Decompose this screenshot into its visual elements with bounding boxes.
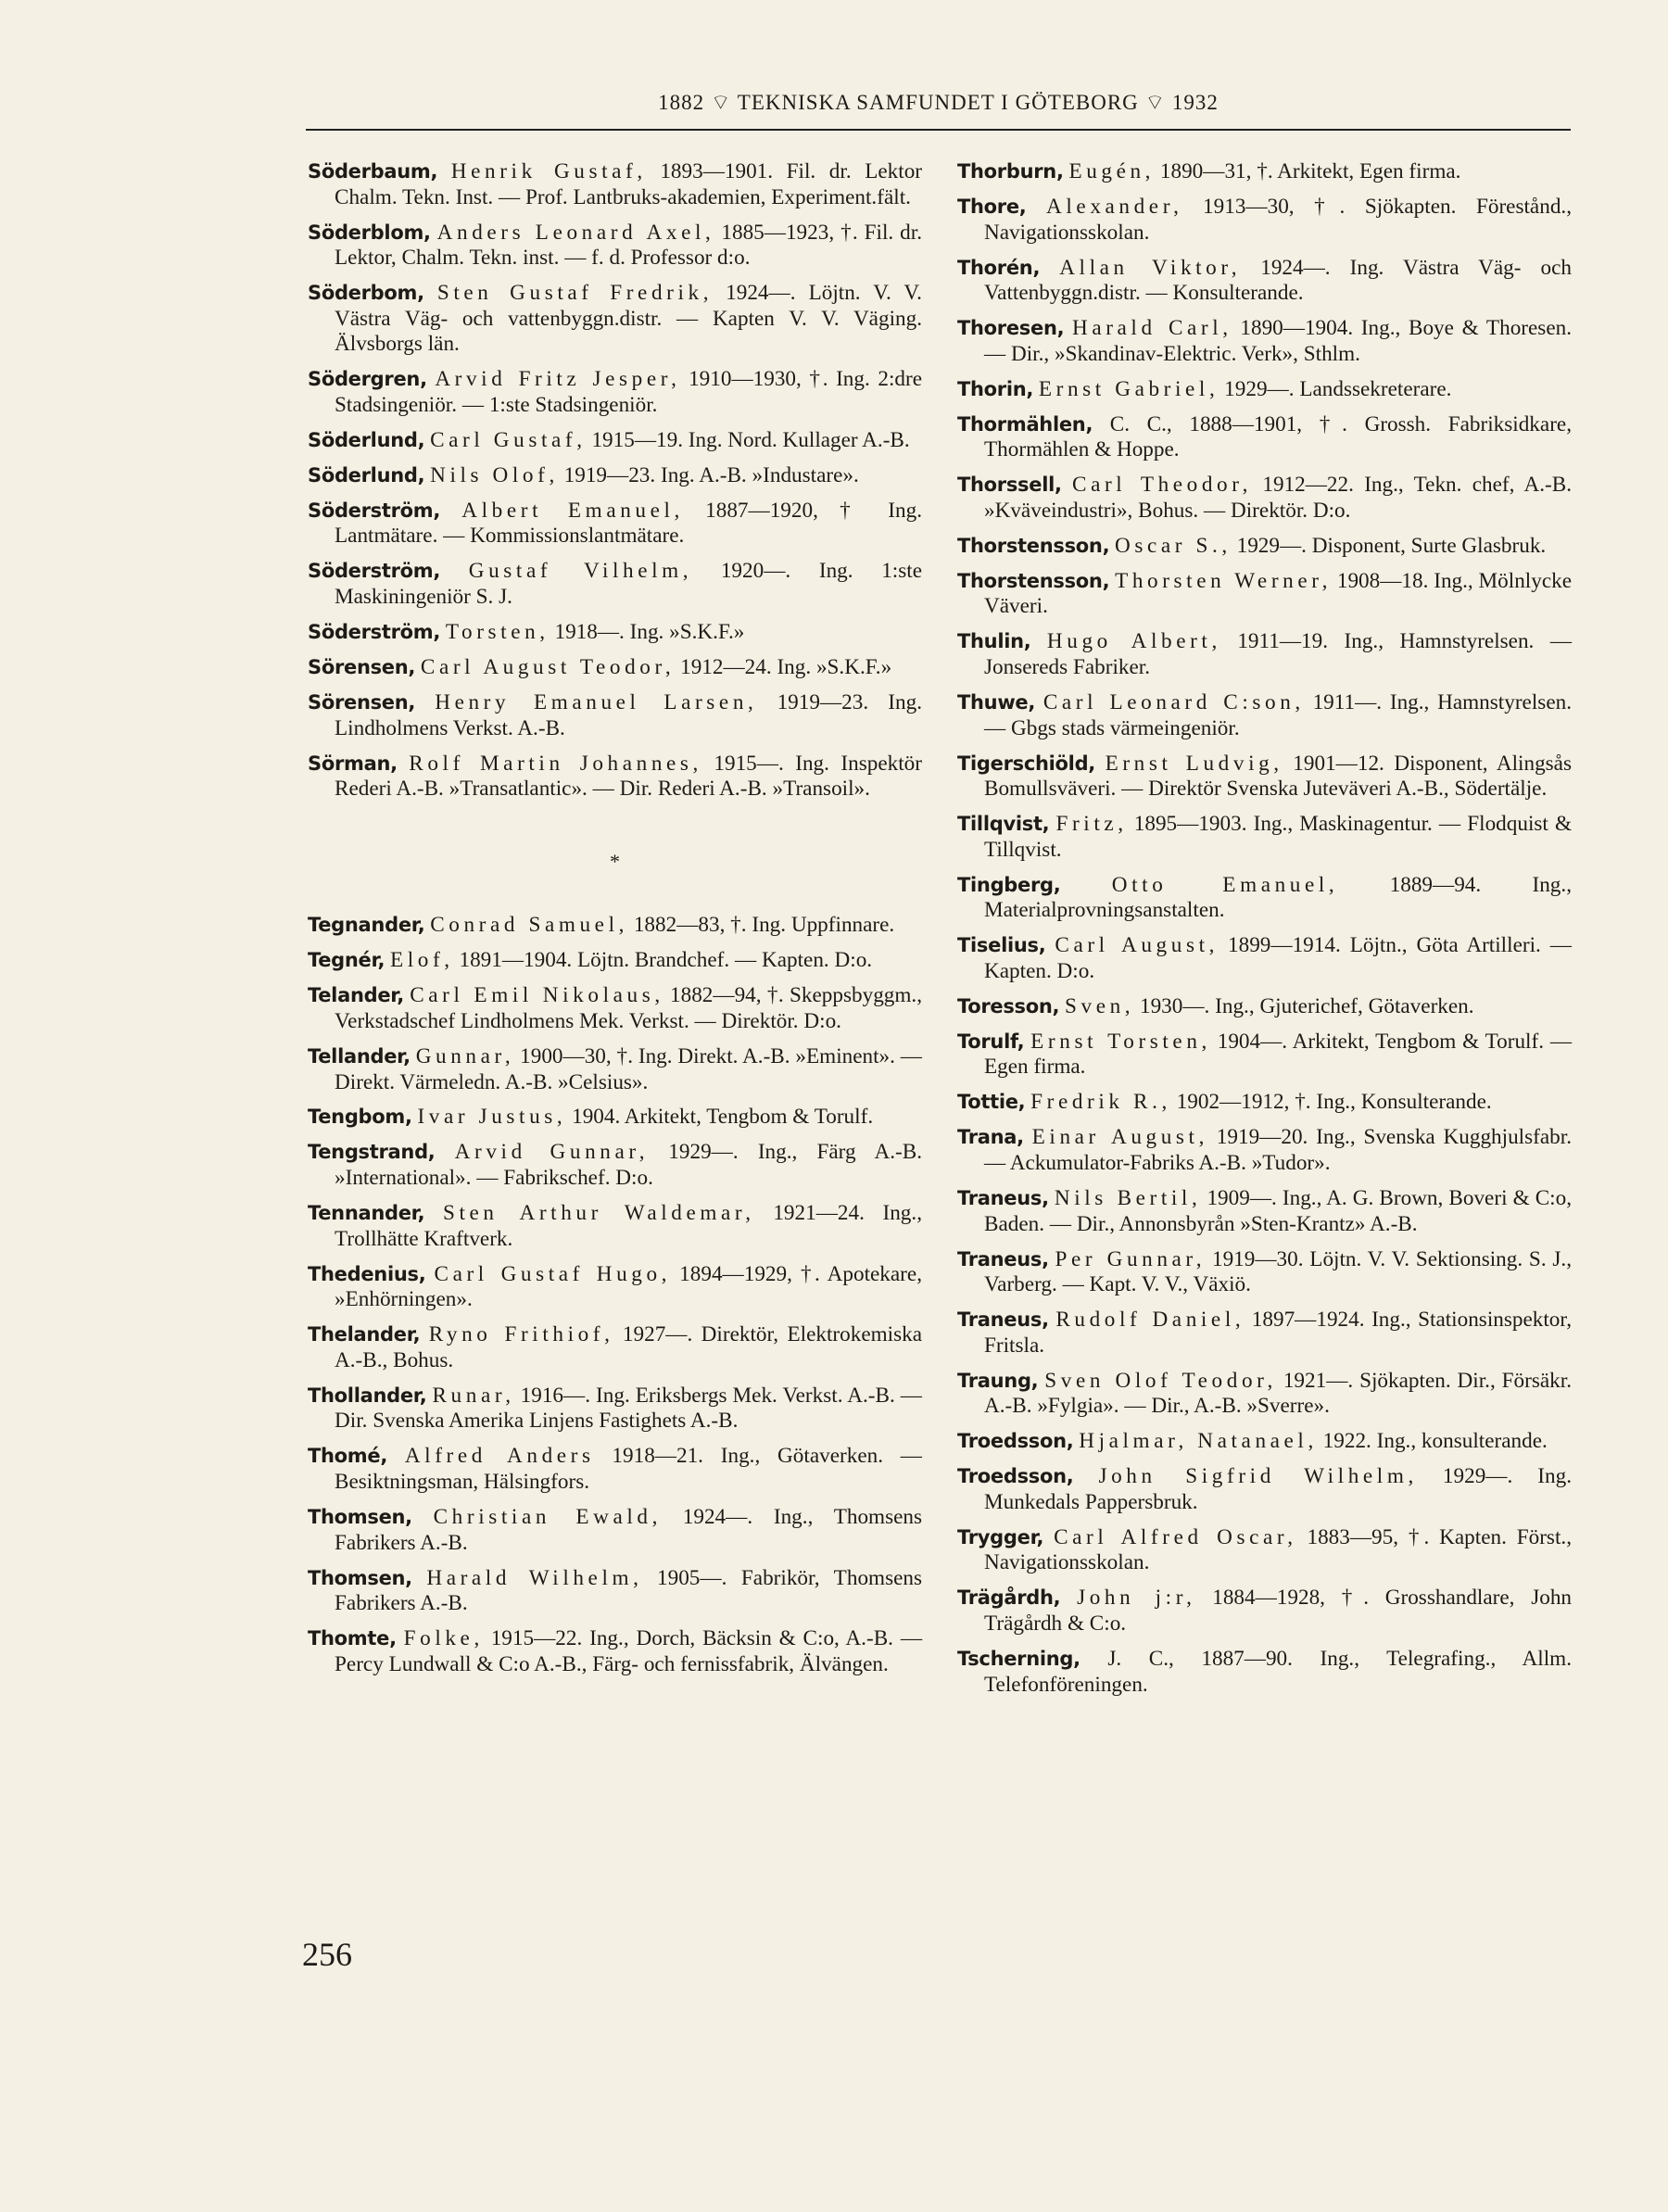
entry-given-names: Alexander, xyxy=(1046,194,1183,219)
entry-surname: Thormählen, xyxy=(957,412,1093,436)
entry-details: 1920—. Ing. 1:ste Maskiningeniör S. J. xyxy=(335,559,923,610)
entry-details: 1901—12. Disponent, Alingsås Bomullsväveri. — Direktör Svenska Juteväveri A.-B., Södertälje. xyxy=(984,751,1572,802)
entry-details: C. C., 1888—1901, †. Grossh. Fabriksidkare, Thormählen & Hoppe. xyxy=(984,411,1573,462)
entry-details: 1915—. Ing. Inspektör Rederi A.-B. »Transatlantic». — Dir. Rederi A.-B. »Transoil». xyxy=(335,751,922,802)
directory-entry xyxy=(308,1626,922,1677)
entry-given-names: Henry Emanuel Larsen, xyxy=(435,690,758,714)
directory-entry xyxy=(308,1505,922,1556)
entry-details: 1883—95, †. Kapten. Först., Navigationsskolan. xyxy=(984,1524,1572,1575)
entry-given-names: Per Gunnar, xyxy=(1055,1246,1207,1271)
directory-entry xyxy=(308,1566,922,1617)
directory-entry xyxy=(308,559,922,610)
directory-entry xyxy=(957,412,1572,463)
right-column xyxy=(957,159,1572,1708)
entry-details: 1889—94. Ing., Materialprovningsanstalten. xyxy=(984,872,1572,923)
entry-details: 1905—. Fabrikör, Thomsens Fabrikers A.-B. xyxy=(335,1565,923,1616)
right-entries-t xyxy=(957,159,1572,1698)
directory-entry xyxy=(308,281,922,358)
entry-surname: Trana, xyxy=(957,1126,1024,1149)
entry-details: J. C., 1887—90. Ing., Telegrafing., Allm. Telefonföreningen. xyxy=(984,1647,1572,1697)
header-rule xyxy=(306,129,1571,131)
directory-entry xyxy=(308,913,922,939)
directory-entry xyxy=(957,629,1572,680)
directory-entry xyxy=(308,221,922,272)
directory-entry xyxy=(957,1247,1572,1298)
entry-given-names: Ernst Gabriel, xyxy=(1038,376,1219,401)
directory-entry xyxy=(957,1186,1572,1237)
entry-details: 1924—. Löjtn. V. V. Västra Väg- och vattenbyggn.distr. — Kapten V. V. Väging. Älvsborgs län. xyxy=(335,281,922,357)
directory-entry xyxy=(957,1464,1572,1515)
entry-surname: Thollander, xyxy=(308,1384,427,1407)
directory-entry xyxy=(308,463,922,489)
entry-given-names: John j:r, xyxy=(1077,1586,1196,1611)
entry-details: 1921—. Sjökapten. Dir., Försäkr. A.-B. »Fylgia». — Dir., A.-B. »Sverre». xyxy=(984,1368,1573,1419)
entry-details: 1890—31, †. Arkitekt, Egen firma. xyxy=(1155,159,1461,183)
entry-details: 1922. Ing., konsulterande. xyxy=(1317,1429,1548,1454)
directory-entry xyxy=(957,1308,1572,1359)
entry-details: 1918—21. Ing., Götaverken. — Besiktningsman, Hälsingfors. xyxy=(335,1444,922,1494)
entry-details: 1929—. Landssekreterare. xyxy=(1219,376,1452,401)
entry-surname: Thomte, xyxy=(308,1627,397,1650)
entry-surname: Thomsen, xyxy=(308,1505,412,1528)
entry-details: 1930—. Ing., Gjuterichef, Götaverken. xyxy=(1134,993,1474,1018)
entry-details: 1882—83, †. Ing. Uppfinnare. xyxy=(628,913,895,938)
directory-entry xyxy=(957,377,1572,403)
entry-surname: Thorssell, xyxy=(957,474,1062,497)
directory-entry xyxy=(308,1044,922,1095)
entry-surname: Troedsson, xyxy=(957,1430,1074,1453)
entry-given-names: Einar August, xyxy=(1031,1125,1208,1150)
directory-entry xyxy=(957,933,1572,984)
directory-entry xyxy=(957,569,1572,620)
entry-given-names: Conrad Samuel, xyxy=(430,913,629,938)
entry-given-names: Hugo Albert, xyxy=(1046,629,1221,654)
entry-given-names: Henrik Gustaf, xyxy=(450,159,647,183)
entry-surname: Trägårdh, xyxy=(957,1586,1061,1610)
directory-entry xyxy=(957,1429,1572,1455)
entry-given-names: Folke, xyxy=(403,1626,484,1651)
entry-given-names: Gunnar, xyxy=(415,1043,515,1068)
entry-details: 1900—30, †. Ing. Direkt. A.-B. »Eminent». — Direkt. Värmeledn. A.-B. »Celsius». xyxy=(335,1043,922,1094)
entry-details: 1929—. Disponent, Surte Glasbruk. xyxy=(1231,533,1547,558)
directory-entry xyxy=(957,752,1572,803)
entry-surname: Thoresen, xyxy=(957,317,1065,340)
entry-surname: Söderström, xyxy=(308,621,441,644)
entry-surname: Traneus, xyxy=(957,1308,1049,1332)
directory-entry xyxy=(957,256,1572,307)
entry-surname: Söderbom, xyxy=(308,282,424,305)
entry-surname: Traung, xyxy=(957,1369,1039,1392)
entry-surname: Tengstrand, xyxy=(308,1141,436,1164)
entry-given-names: Ernst Torsten, xyxy=(1030,1029,1211,1054)
entry-details: 1924—. Ing. Västra Väg- och Vattenbyggn.distr. — Konsulterande. xyxy=(984,255,1573,306)
entry-details: 1921—24. Ing., Trollhätte Kraftverk. xyxy=(335,1201,922,1251)
left-column xyxy=(308,159,922,1687)
entry-surname: Thomsen, xyxy=(308,1566,412,1589)
entry-details: 1924—. Ing., Thomsens Fabrikers A.-B. xyxy=(335,1504,923,1555)
entry-surname: Thedenius, xyxy=(308,1262,426,1285)
entry-surname: Troedsson, xyxy=(957,1465,1074,1488)
entry-surname: Söderström, xyxy=(308,499,441,522)
entry-surname: Söderlund, xyxy=(308,428,425,451)
entry-given-names: Oscar S., xyxy=(1115,533,1232,558)
entry-given-names: Ryno Frithiof, xyxy=(428,1322,614,1347)
entry-details: 1891—1904. Löjtn. Brandchef. — Kapten. D:o. xyxy=(453,948,873,973)
entry-given-names: John Sigfrid Wilhelm, xyxy=(1098,1464,1418,1489)
entry-details: 1918—. Ing. »S.K.F.» xyxy=(549,620,745,645)
entry-details: 1915—22. Ing., Dorch, Bäcksin & C:o, A.-B. — Percy Lundwall & C:o A.-B., Färg- och fernissfabrik, Älvängen. xyxy=(335,1626,923,1676)
directory-entry xyxy=(308,428,922,454)
entry-given-names: Runar, xyxy=(432,1383,515,1408)
entry-details: 1919—23. Ing. Lindholmens Verkst. A.-B. xyxy=(335,690,922,740)
entry-given-names: Gustaf Vilhelm, xyxy=(468,559,693,584)
entry-surname: Thorburn, xyxy=(957,160,1064,183)
entry-given-names: Sven Olof Teodor, xyxy=(1044,1368,1277,1393)
entry-surname: Thulin, xyxy=(957,630,1031,653)
directory-entry xyxy=(308,1384,922,1435)
entry-surname: Thomé, xyxy=(308,1445,388,1468)
entry-given-names: Sten Gustaf Fredrik, xyxy=(436,281,714,306)
entry-details: 1913—30, †. Sjökapten. Förestånd., Navigationsskolan. xyxy=(984,194,1573,245)
entry-surname: Södergren, xyxy=(308,368,427,391)
directory-entry xyxy=(308,1201,922,1252)
entry-details: 1882—94, †. Skeppsbyggm., Verkstadschef Lindholmens Mek. Verkst. — Direktör. D:o. xyxy=(335,983,923,1033)
entry-surname: Traneus, xyxy=(957,1247,1049,1270)
entry-details: 1885—1923, †. Fil. dr. Lektor, Chalm. Tekn. inst. — f. d. Professor d:o. xyxy=(335,220,922,271)
entry-surname: Tengbom, xyxy=(308,1106,412,1129)
entry-given-names: Ernst Ludvig, xyxy=(1105,751,1283,776)
entry-details: 1919—30. Löjtn. V. V. Sektionsing. S. J., Varberg. — Kapt. V. V., Växiö. xyxy=(984,1246,1572,1297)
entry-given-names: Elof, xyxy=(389,948,454,973)
entry-surname: Thorstensson, xyxy=(957,534,1110,557)
entry-surname: Tennander, xyxy=(308,1202,425,1225)
directory-entry xyxy=(308,499,922,550)
entry-given-names: Otto Emanuel, xyxy=(1111,872,1339,897)
entry-given-names: Torsten, xyxy=(445,620,550,645)
entry-given-names: Nils Olof, xyxy=(430,462,559,487)
entry-surname: Söderlund, xyxy=(308,463,425,487)
entry-surname: Tottie, xyxy=(957,1091,1026,1114)
directory-entry xyxy=(308,1262,922,1313)
directory-entry xyxy=(308,655,922,681)
entry-given-names: Carl August, xyxy=(1055,933,1219,958)
entry-given-names: Carl Emil Nikolaus, xyxy=(410,983,664,1008)
entry-surname: Tigerschiöld, xyxy=(957,752,1095,775)
entry-given-names: Rudolf Daniel, xyxy=(1055,1308,1245,1333)
entry-surname: Trygger, xyxy=(957,1525,1044,1548)
entry-surname: Torulf, xyxy=(957,1030,1025,1053)
entry-details: 1915—19. Ing. Nord. Kullager A.-B. xyxy=(586,427,910,452)
entry-given-names: Carl Alfred Oscar, xyxy=(1054,1524,1297,1549)
directory-entry xyxy=(308,752,922,803)
entry-surname: Tscherning, xyxy=(957,1648,1080,1671)
entry-details: 1893—1901. Fil. dr. Lektor Chalm. Tekn. Inst. — Prof. Lantbruks-akademien, Experiment.fält. xyxy=(335,159,923,209)
entry-given-names: Alfred Anders xyxy=(404,1444,595,1469)
entry-given-names: Eugén, xyxy=(1068,159,1156,183)
entry-surname: Thorstensson, xyxy=(957,569,1110,592)
entry-given-names: Allan Viktor, xyxy=(1059,255,1242,280)
directory-entry xyxy=(957,1525,1572,1576)
entry-surname: Söderström, xyxy=(308,560,441,583)
directory-entry xyxy=(957,690,1572,741)
entry-surname: Traneus, xyxy=(957,1187,1049,1210)
entry-given-names: Carl August Teodor, xyxy=(420,655,676,680)
entry-details: 1897—1924. Ing., Stationsinspektor, Fritsla. xyxy=(984,1308,1572,1358)
directory-entry xyxy=(957,1369,1572,1420)
entry-surname: Tegnander, xyxy=(308,914,425,937)
entry-given-names: Christian Ewald, xyxy=(433,1504,663,1529)
directory-entry xyxy=(957,1030,1572,1081)
entry-details: 1902—1912, †. Ing., Konsulterande. xyxy=(1170,1090,1492,1115)
entry-surname: Tillqvist, xyxy=(957,813,1050,836)
directory-entry xyxy=(957,873,1572,924)
directory-entry xyxy=(308,1105,922,1131)
directory-entry xyxy=(308,1444,922,1495)
entry-surname: Thorén, xyxy=(957,256,1041,279)
directory-entry xyxy=(308,367,922,418)
entry-surname: Tegnér, xyxy=(308,949,385,972)
entry-given-names: Hjalmar, Natanael, xyxy=(1079,1429,1318,1454)
entry-details: 1904—. Arkitekt, Tengbom & Torulf. — Egen firma. xyxy=(984,1029,1573,1080)
directory-entry xyxy=(957,1125,1572,1176)
entry-details: 1908—18. Ing., Mölnlycke Väveri. xyxy=(984,568,1573,619)
entry-details: 1895—1903. Ing., Maskinagentur. — Flodquist & Tillqvist. xyxy=(984,812,1572,862)
entry-details: 1912—22. Ing., Tekn. chef, A.-B. »Kväveindustri», Bohus. — Direktör. D:o. xyxy=(984,473,1572,523)
entry-surname: Sörensen, xyxy=(308,691,416,714)
entry-given-names: Carl Leonard C:son, xyxy=(1042,690,1305,714)
entry-given-names: Albert Emanuel, xyxy=(461,498,684,523)
entry-surname: Tellander, xyxy=(308,1044,411,1068)
entry-surname: Thorin, xyxy=(957,377,1034,400)
entry-given-names: Harald Wilhelm, xyxy=(426,1565,643,1590)
entry-details: 1890—1904. Ing., Boye & Thoresen. — Dir., »Skandinav-Elektric. Verk», Sthlm. xyxy=(984,316,1573,366)
entry-given-names: Arvid Gunnar, xyxy=(454,1140,650,1165)
entry-surname: Söderbaum, xyxy=(308,160,438,183)
directory-entry xyxy=(957,159,1572,185)
entry-given-names: Sven, xyxy=(1065,993,1135,1018)
entry-given-names: Nils Bertil, xyxy=(1054,1186,1202,1211)
entry-details: 1912—24. Ing. »S.K.F.» xyxy=(675,655,892,680)
entry-details: 1904. Arkitekt, Tengbom & Torulf. xyxy=(566,1105,874,1130)
directory-entry xyxy=(957,812,1572,863)
entry-details: 1927—. Direktör, Elektrokemiska A.-B., Bohus. xyxy=(335,1322,922,1372)
entry-details: 1899—1914. Löjtn., Göta Artilleri. — Kapten. D:o. xyxy=(984,933,1572,983)
entry-details: 1884—1928, †. Grosshandlare, John Trägårdh & C:o. xyxy=(984,1586,1573,1637)
entry-details: 1919—23. Ing. A.-B. »Industare». xyxy=(558,462,859,487)
entry-details: 1916—. Ing. Eriksbergs Mek. Verkst. A.-B. — Dir. Svenska Amerika Linjens Fastighets A.-B. xyxy=(335,1383,922,1434)
directory-entry xyxy=(957,195,1572,246)
entry-surname: Thelander, xyxy=(308,1323,421,1346)
entry-details: 1911—. Ing., Hamnstyrelsen. — Gbgs stads värmeingeniör. xyxy=(984,690,1572,740)
entry-details: 1894—1929, †. Apotekare, »Enhörningen». xyxy=(335,1261,922,1312)
entry-surname: Toresson, xyxy=(957,994,1060,1018)
entry-details: 1887—1920, † Ing. Lantmätare. — Kommissionslantmätare. xyxy=(335,498,922,549)
page-number: 256 xyxy=(302,1936,352,1973)
directory-entry xyxy=(308,1322,922,1373)
directory-entry xyxy=(957,473,1572,524)
entry-given-names: Fritz, xyxy=(1055,812,1128,837)
directory-entry xyxy=(308,159,922,210)
entry-details: 1911—19. Ing., Hamnstyrelsen. — Jonsereds Fabriker. xyxy=(984,629,1573,680)
section-separator: * xyxy=(610,849,620,873)
directory-entry xyxy=(957,534,1572,560)
entry-given-names: Sten Arthur Waldemar, xyxy=(442,1201,755,1226)
entry-surname: Sörman, xyxy=(308,752,398,775)
directory-entry xyxy=(308,690,922,741)
directory-entry xyxy=(957,1586,1572,1637)
directory-entry xyxy=(957,316,1572,367)
entry-details: 1929—. Ing. Munkedals Pappersbruk. xyxy=(984,1464,1572,1514)
entry-details: 1919—20. Ing., Svenska Kugghjulsfabr. — Ackumulator-Fabriks A.-B. »Tudor». xyxy=(984,1125,1572,1176)
entry-details: 1910—1930, †. Ing. 2:dre Stadsingeniör. — 1:ste Stadsingeniör. xyxy=(335,367,922,417)
directory-entry xyxy=(957,1647,1572,1698)
entry-details: 1909—. Ing., A. G. Brown, Boveri & C:o, Baden. — Dir., Annonsbyrån »Sten-Krantz» A.-B. xyxy=(984,1186,1572,1236)
left-entries-s xyxy=(308,159,922,803)
entry-surname: Sörensen, xyxy=(308,656,416,679)
entry-given-names: Fredrik R., xyxy=(1030,1090,1171,1115)
running-header: 1882 ⌔ TEKNISKA SAMFUNDET I GÖTEBORG ⌔ 1932 xyxy=(658,91,1219,114)
directory-entry xyxy=(308,1140,922,1191)
entry-given-names: Anders Leonard Axel, xyxy=(436,220,715,245)
entry-given-names: Carl Gustaf Hugo, xyxy=(434,1261,672,1286)
directory-entry xyxy=(308,620,922,646)
entry-given-names: Thorsten Werner, xyxy=(1115,568,1333,593)
entry-given-names: Rolf Martin Johannes, xyxy=(409,751,702,776)
entry-given-names: Ivar Justus, xyxy=(417,1105,567,1130)
entry-surname: Telander, xyxy=(308,984,404,1007)
entry-surname: Tiselius, xyxy=(957,934,1046,957)
directory-entry xyxy=(308,983,922,1034)
entry-given-names: Arvid Fritz Jesper, xyxy=(435,367,681,392)
entry-surname: Thore, xyxy=(957,195,1027,218)
directory-entry xyxy=(957,1090,1572,1116)
directory-entry xyxy=(308,948,922,974)
directory-entry xyxy=(957,994,1572,1020)
entry-surname: Söderblom, xyxy=(308,221,431,244)
entry-surname: Tingberg, xyxy=(957,873,1061,896)
entry-details: 1929—. Ing., Färg A.-B. »International». — Fabrikschef. D:o. xyxy=(335,1140,922,1191)
entry-given-names: Harald Carl, xyxy=(1071,316,1232,341)
entry-given-names: Carl Gustaf, xyxy=(430,427,587,452)
left-entries-t xyxy=(308,913,922,1677)
entry-given-names: Carl Theodor, xyxy=(1072,473,1253,498)
entry-surname: Thuwe, xyxy=(957,691,1036,714)
